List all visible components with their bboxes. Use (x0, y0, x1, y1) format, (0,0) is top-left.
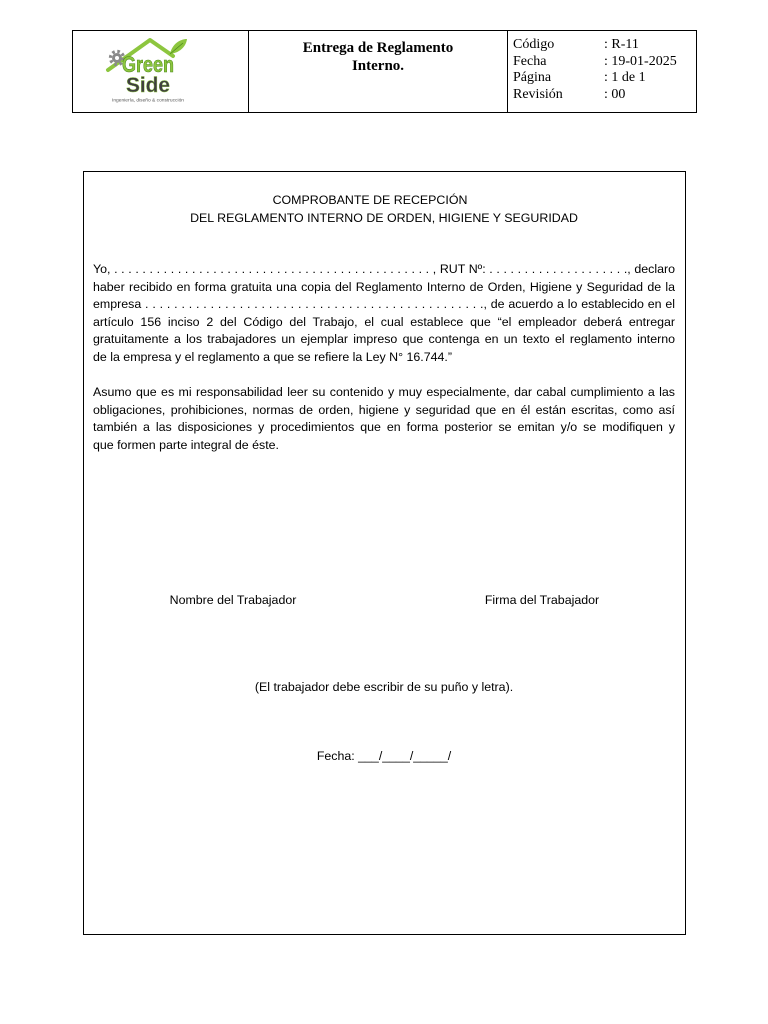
company-logo (73, 31, 248, 112)
logo-brand-top: Green (122, 52, 174, 77)
meta-value: : 00 (604, 86, 626, 102)
meta-row-revision (513, 87, 693, 104)
paragraph-line: Asumo que es mi responsabilidad leer su contenido y muy especialmente, dar cabal cumplimiento a las (93, 385, 675, 399)
meta-value: : 1 de 1 (604, 70, 646, 85)
document-meta (513, 37, 693, 103)
paragraph-line: obligaciones, prohibiciones, normas de orden, higiene y seguridad que en él están escritas, como así (93, 402, 675, 417)
meta-label: Fecha (513, 53, 547, 69)
paragraph-line: que formen parte integral de éste. (93, 437, 279, 452)
worker-signature-label: Firma del Trabajador (484, 593, 600, 607)
paragraph-line: Yo, . . . . . . . . . . . . . . . . . . . . . . . . . . . . . . . . . . . . . . . . . . . . . , RUT Nº: . . . . . . . . . . . . . . . . . . . ., declaro (93, 262, 675, 276)
worker-name-label: Nombre del Trabajador (169, 593, 297, 607)
form-heading-line: COMPROBANTE DE RECEPCIÓN (272, 193, 468, 207)
logo-tagline: Ingeniería, diseño & construcción (112, 97, 185, 103)
meta-row-code (513, 37, 693, 54)
form-heading (83, 192, 685, 227)
handwriting-instruction: (El trabajador debe escribir de su puño y letra). (254, 680, 514, 694)
header-title-line: Entrega de Reglamento (302, 40, 454, 56)
header-title-line: Interno. (351, 58, 405, 74)
responsibility-paragraph (93, 384, 675, 454)
paragraph-line: de la empresa y el reglamento a que se refiere la Ley N° 16.744.” (93, 349, 452, 364)
paragraph-line: haber recibido en forma gratuita una copia del Reglamento Interno de Orden, Higiene y Seguridad de la (93, 279, 675, 294)
date-line: Fecha: ___/____/_____/ (316, 749, 452, 763)
paragraph-line: empresa . . . . . . . . . . . . . . . . . . . . . . . . . . . . . . . . . . . . . . . . . . . . . . ., de acuerdo a lo establecido en el (93, 297, 675, 312)
meta-value: : R-11 (604, 37, 639, 52)
paragraph-line: gratuitamente a los trabajadores un ejemplar impreso que contenga en un texto el reglamento interno (93, 332, 675, 347)
meta-label: Página (513, 70, 552, 85)
logo-brand-bottom: Side (126, 74, 170, 97)
header-title (249, 39, 507, 75)
header-divider (507, 30, 508, 113)
meta-row-date (513, 54, 693, 71)
form-heading-line: DEL REGLAMENTO INTERNO DE ORDEN, HIGIENE Y SEGURIDAD (190, 210, 578, 225)
declaration-paragraph (93, 261, 675, 367)
paragraph-line: también a las disposiciones y procedimientos que en forma posterior se emitan y/o se modifiquen y (93, 420, 675, 435)
meta-label: Código (513, 37, 555, 52)
meta-label: Revisión (513, 86, 563, 102)
paragraph-line: artículo 156 inciso 2 del Código del Trabajo, el cual establece que “el empleador deberá entregar (93, 314, 675, 329)
meta-value: : 19-01-2025 (604, 53, 677, 69)
meta-row-page (513, 70, 693, 87)
